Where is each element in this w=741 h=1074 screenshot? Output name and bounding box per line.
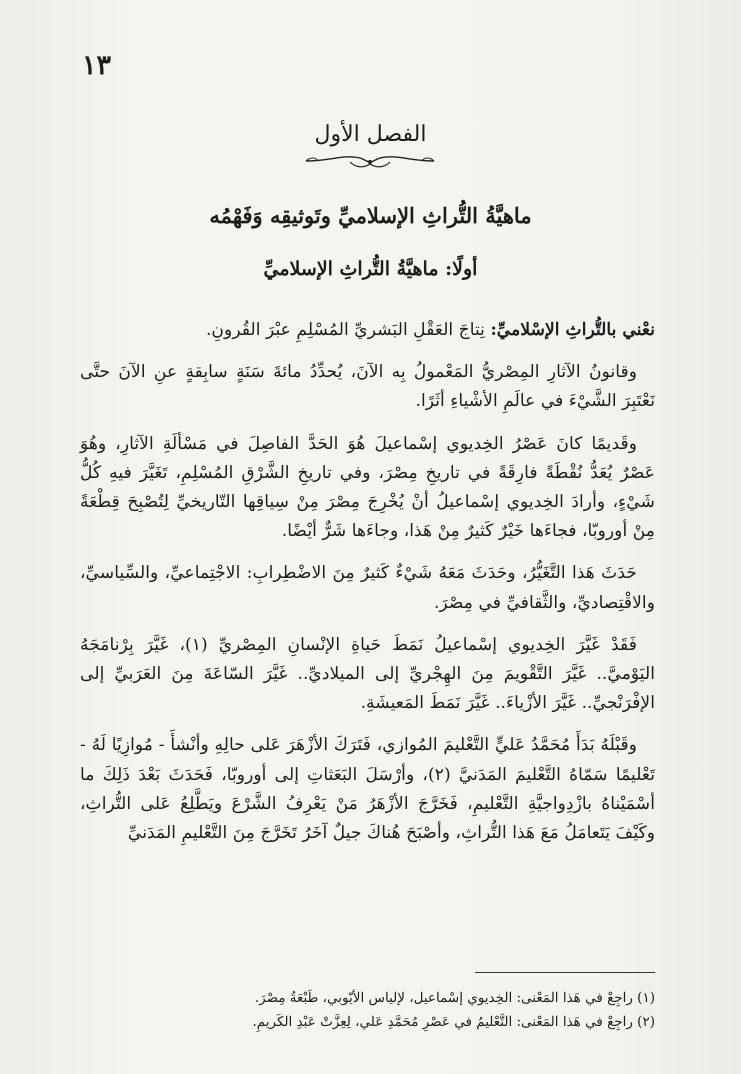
paragraph-text: وقانونُ الآثارِ المِصْريُّ المَعْمولُ بِه الآنَ، يُحدِّدُ مائةَ سَنَةٍ سابِقةٍ عنِ الآنَ حتَّى نَعْتَبِرَ الشَّيْءَ في عالَمِ الأشْياءِ أثَرًا. xyxy=(80,362,655,412)
paragraph-text: حَدَثَ هَذا التَّغَيُّرُ، وحَدَثَ مَعَهُ شَيْءٌ كَثيرٌ مِنَ الاضْطِرابِ: الاجْتِماعيِّ، والسِّياسيِّ، والاقْتِصاديِّ، والثَّقافيِّ في مِصْرَ. xyxy=(80,563,655,613)
page-number: ١٣ xyxy=(82,50,112,81)
main-title: ماهيَّةُ التُّراثِ الإسلاميِّ وتَوثيقِه وَفَهْمُه xyxy=(209,203,532,228)
paragraph xyxy=(80,559,655,617)
paragraph-text: نِتاجَ العَقْلِ البَشريِّ المُسْلِمِ عبْرَ القُرونِ. xyxy=(205,320,491,340)
paragraph xyxy=(80,631,655,719)
paragraph-text: وقَديمًا كانَ عَصْرُ الخِديوي إسْماعيلَ هُوَ الحَدَّ الفاصِلَ في مَسْألَةِ الآثارِ، وهُوَ عَصْرٌ يُعَدُّ نُقْطَةً فارِقَةً في تاريخِ مِصْرَ، وفي تاريخِ الشَّرْقِ المُسْلِمِ، تَغَيَّرَ فيهِ كُلُّ شَيْءٍ، وأرادَ الخِديوي إسْماعيلُ أنْ يُخْرِجَ مِصْرَ مِنْ سِياقِها التّاريخيِّ لِتُصْبِحَ قِطْعَةً مِنْ أوروبّا، فجاءَها خَيْرٌ كَثيرٌ مِنْ هَذا، وجاءَها شَرٌّ أيْضًا. xyxy=(80,433,655,542)
paragraph-text: فَقَدْ غَيَّرَ الخِديوي إسْماعيلُ نَمَطَ حَياةِ الإنْسانِ المِصْريِّ (١)، غَيَّرَ بِرْنامَجَهُ اليَوْميَّ.. غَيَّرَ التَّقْويمَ مِنَ الهِجْريِّ إلى الميلاديِّ.. غَيَّرَ السّاعَةَ مِنَ العَرَبيِّ إلى الإفْرَنْجيِّ.. غَيَّرَ الأزْياءَ.. غَيَّرَ نَمَطَ المَعيشَةِ. xyxy=(80,634,655,714)
paragraph xyxy=(80,358,655,416)
footnotes xyxy=(80,986,655,1034)
paragraph xyxy=(80,731,655,848)
footnote: (١) راجِعْ في هَذا المَعْنى: الخِديوي إسْماعيل، لإلياس الأيّوبي، طَبْعَةُ مِصْرَ. xyxy=(254,990,655,1006)
paragraph-lead: نعْني بالتُّراثِ الإسْلاميِّ: xyxy=(490,320,655,340)
paragraph xyxy=(80,316,655,345)
chapter-title: الفصل الأول xyxy=(314,122,427,147)
paragraph-text: وقَبْلَهُ بَدَأَ مُحَمَّدُ عَليٍّ التَّعْليمَ المُوازي، فَتَرَكَ الأزْهَرَ عَلى حالِهِ وأنْشأَ - مُوازِيًا لَهُ - تَعْليمًا سَمّاهُ التَّعْليمَ المَدَنيَّ (٢)، وأرْسَلَ البَعَثاتِ إلى أوروبّا، فَحَدَثَ بَعْدَ ذَلِكَ ما أسْمَيْناهُ بازْدِواجيَّةِ التَّعْليمِ، فَخَرَّجَ الأزْهَرُ مَنْ يَعْرِفُ الشَّرْعَ ويَطَّلِعُ عَلى التُّراثِ، وكَيْفَ يَتَعامَلُ مَعَ هَذا التُّراثِ، وأصْبَحَ هُناكَ جيلٌ آخَرُ تَخَرَّجَ مِنَ التَّعْليمِ المَدَنيِّ xyxy=(80,735,656,844)
body-text xyxy=(80,316,655,861)
footnote: (٢) راجِعْ في هَذا المَعْنى: التَّعْليمُ في عَصْرِ مُحَمَّدِ عَلي، لِعِزَّتْ عَبْدِ الكَريمِ. xyxy=(252,1014,655,1030)
footnote-divider xyxy=(475,972,655,973)
paragraph xyxy=(80,430,655,547)
section-title: أولًا: ماهيَّةُ التُّراثِ الإسلاميِّ xyxy=(263,258,478,280)
ornament-divider-icon xyxy=(300,150,440,172)
